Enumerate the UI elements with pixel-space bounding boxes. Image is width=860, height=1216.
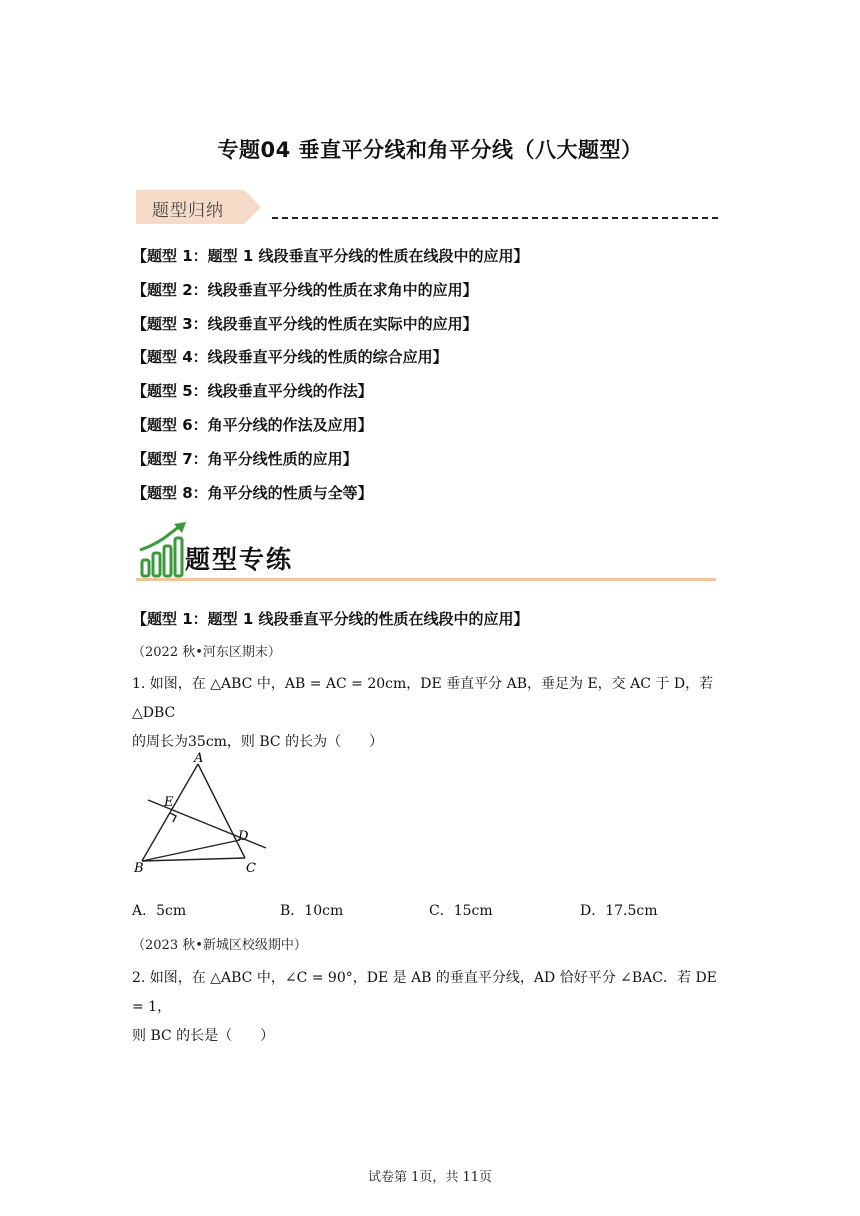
- choice-c[interactable]: C．15cm: [429, 903, 493, 919]
- toc-item: 【题型 5：线段垂直平分线的作法】: [132, 382, 373, 401]
- vertex-label-e: E: [164, 795, 174, 810]
- practice-divider: [136, 578, 716, 581]
- practice-header: 题型专练: [185, 545, 294, 574]
- toc-item: 【题型 7：角平分线性质的应用】: [132, 449, 358, 468]
- question-source: （2023 秋•新城区校级期中）: [132, 938, 307, 953]
- vertex-label-a: A: [194, 751, 204, 766]
- choice-a[interactable]: A．5cm: [132, 903, 187, 919]
- answer-choices: [132, 900, 732, 922]
- question-1-text: [132, 670, 732, 757]
- triangle-figure: [132, 748, 272, 878]
- vertex-label-c: C: [246, 861, 256, 876]
- question-1-line-1: 1. 如图，在 △ABC 中，AB = AC = 20cm，DE 垂直平分 AB，垂足为 E，交 AC 于 D，若△DBC: [132, 676, 714, 721]
- question-source: （2022 秋•河东区期末）: [132, 645, 281, 660]
- toc-item: 【题型 8：角平分线的性质与全等】: [132, 483, 373, 502]
- question-1-line-2: 的周长为35cm，则 BC 的长为（ ）: [132, 734, 384, 750]
- question-type-heading: 【题型 1：题型 1 线段垂直平分线的性质在线段中的应用】: [132, 610, 529, 628]
- toc-item: 【题型 2：线段垂直平分线的性质在求角中的应用】: [132, 280, 478, 299]
- page-footer: 试卷第 1页，共 11页: [367, 1170, 493, 1185]
- toc-item: 【题型 6：角平分线的作法及应用】: [132, 415, 373, 434]
- vertex-label-d: D: [238, 829, 249, 844]
- toc-item: 【题型 3：线段垂直平分线的性质在实际中的应用】: [132, 314, 478, 333]
- question-2-line-1: 2. 如图，在 △ABC 中，∠C = 90°，DE 是 AB 的垂直平分线，AD 恰好平分 ∠BAC．若 DE = 1，: [132, 970, 717, 1015]
- choice-d[interactable]: D．17.5cm: [580, 903, 658, 919]
- summary-banner-label: 题型归纳: [152, 201, 224, 221]
- toc-item: 【题型 1：题型 1 线段垂直平分线的性质在线段中的应用】: [132, 247, 529, 265]
- question-type-list: [132, 246, 529, 516]
- choice-b[interactable]: B．10cm: [280, 903, 344, 919]
- question-2-line-2: 则 BC 的长是（ ）: [132, 1028, 275, 1044]
- page-title: 专题04 垂直平分线和角平分线（八大题型）: [217, 138, 643, 162]
- toc-item: 【题型 4：线段垂直平分线的性质的综合应用】: [132, 348, 448, 367]
- vertex-label-b: B: [134, 861, 144, 876]
- banner-dashed-divider: [272, 217, 718, 219]
- question-2-text: [132, 964, 732, 1051]
